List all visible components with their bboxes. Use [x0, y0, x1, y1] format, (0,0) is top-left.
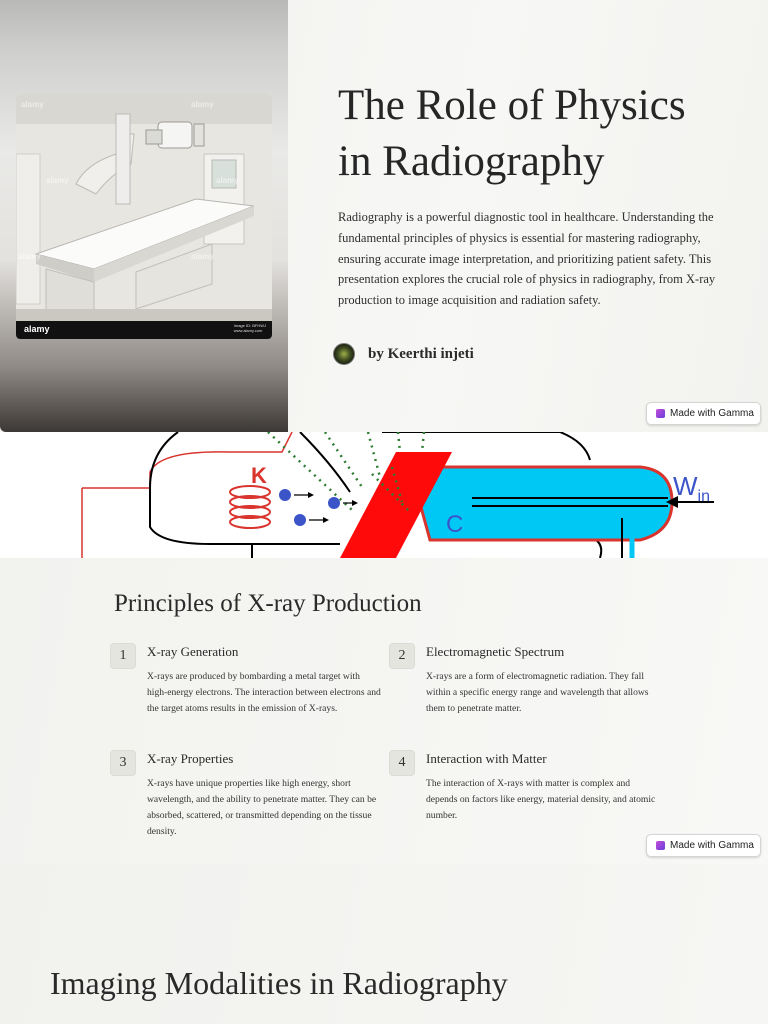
- title-line-1: The Role of Physics: [338, 82, 686, 129]
- made-with-gamma-button[interactable]: [646, 402, 761, 425]
- item-title: X-ray Generation: [147, 644, 239, 659]
- item-number: 2: [389, 643, 415, 669]
- photo-credit-text: [234, 323, 266, 333]
- made-with-gamma-button[interactable]: [646, 834, 761, 857]
- watermark: alamy: [18, 252, 41, 261]
- item-body: X-rays are a form of electromagnetic radiation. They fall within a specific energy range and wavelength that allows them to penetrate matter.: [426, 671, 649, 714]
- electron-stream: [279, 489, 358, 526]
- photo-url: www.alamy.com: [233, 328, 263, 333]
- author-byline: [333, 342, 474, 366]
- photo-credit-bar: [16, 321, 272, 339]
- imaging-modalities-slide: [0, 864, 768, 1024]
- item-title: Electromagnetic Spectrum: [426, 644, 565, 659]
- page-title: [338, 78, 738, 190]
- photo-image-id: Image ID: BFHWJ: [233, 323, 266, 328]
- gamma-badge-label: Made with Gamma: [670, 840, 754, 851]
- watermark: alamy: [21, 100, 44, 109]
- title-line-2: in Radiography: [338, 138, 605, 185]
- watermark: alamy: [216, 176, 239, 185]
- item-body: X-rays are produced by bombarding a metal target with high-energy electrons. The interaction between electrons and the target atoms results in the emission of X-rays.: [147, 671, 381, 714]
- xray-beam: [368, 432, 380, 477]
- avatar: [333, 343, 355, 365]
- gamma-badge-label: Made with Gamma: [670, 408, 754, 419]
- heat-input-label: $W_{in}$: [673, 471, 710, 505]
- section-heading: Principles of X-ray Production: [114, 590, 422, 617]
- alamy-logo: alamy: [24, 324, 50, 334]
- gamma-logo-icon: [656, 841, 665, 850]
- watermark: alamy: [191, 100, 214, 109]
- intro-paragraph: Radiography is a powerful diagnostic tool in healthcare. Understanding the fundamental principles of physics is essential for mastering radiography, ensuring accurate image interpretation, and prioritizing patient safety. This presentation explores the crucial role of physics in radiography, from X-ray production to image acquisition and radiation safety.: [338, 210, 716, 308]
- section-heading: Imaging Modalities in Radiography: [50, 965, 508, 1001]
- anode-label: C: [446, 511, 464, 538]
- title-slide: [0, 0, 768, 432]
- author-name: by Keerthi injeti: [368, 345, 474, 362]
- watermark: alamy: [46, 176, 69, 185]
- photo-panel: [0, 0, 288, 432]
- cathode-coil: [230, 486, 270, 528]
- xray-room-illustration: [16, 94, 272, 339]
- xray-beam: [325, 432, 362, 487]
- item-number: 1: [110, 643, 136, 669]
- principles-slide: [0, 558, 768, 864]
- xray-tube-diagram: [0, 432, 768, 558]
- item-body: The interaction of X-rays with matter is complex and depends on factors like energy, material density, and atomic number.: [426, 778, 656, 821]
- xray-tube-svg: [0, 432, 768, 558]
- watermark: alamy: [191, 252, 214, 261]
- gamma-logo-icon: [656, 409, 665, 418]
- xray-room-photo: [16, 94, 272, 339]
- item-body: X-rays have unique properties like high energy, short wavelength, and the ability to penetrate matter. They can be absorbed, scattered, or transmitted depending on the tissue density.: [147, 778, 377, 837]
- item-title: Interaction with Matter: [426, 751, 547, 766]
- tube-envelope: [300, 432, 350, 492]
- item-number: 4: [389, 750, 415, 776]
- item-number: 3: [110, 750, 136, 776]
- item-title: X-ray Properties: [147, 751, 234, 766]
- cathode-label: K: [251, 463, 267, 488]
